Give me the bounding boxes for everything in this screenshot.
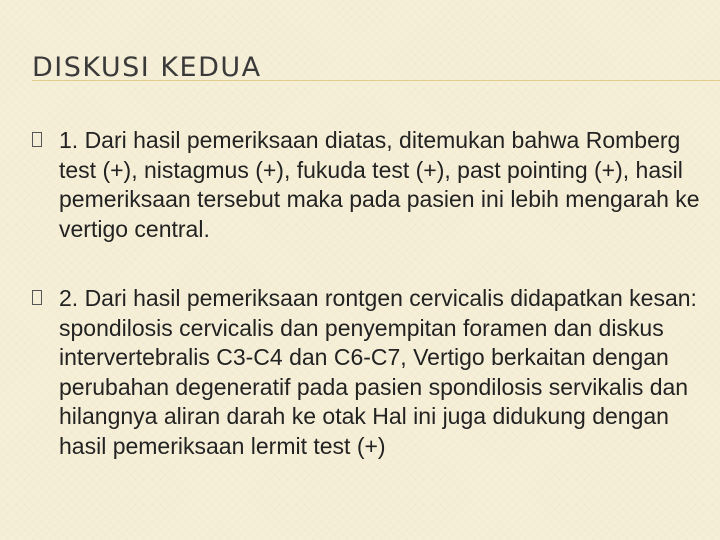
bullet-text-2: 2. Dari hasil pemeriksaan rontgen cervicalis didapatkan kesan: spondilosis cervicalis dan penyempitan foramen dan diskus intervertebralis C3-C4 dan C6-C7, Vertigo berkaitan dengan perubahan degeneratif pada pasien spondilosis servikalis dan hilangnya aliran darah ke otak Hal ini juga didukung dengan hasil pemeriksaan lermit test (+) [59, 285, 697, 459]
bullet-item-2 [32, 284, 700, 461]
bullet-text-1: 1. Dari hasil pemeriksaan diatas, ditemukan bahwa Romberg test (+), nistagmus (+), fukuda test (+), past pointing (+), hasil pemeriksaan tersebut maka pada pasien ini lebih mengarah ke vertigo central. [59, 127, 700, 242]
title-underline [32, 80, 720, 81]
slide-title: DISKUSI KEDUA [32, 52, 262, 83]
square-bullet-icon [32, 132, 42, 147]
bullet-item-1 [32, 126, 700, 244]
bullet-list [32, 126, 700, 501]
square-bullet-icon [32, 290, 42, 305]
